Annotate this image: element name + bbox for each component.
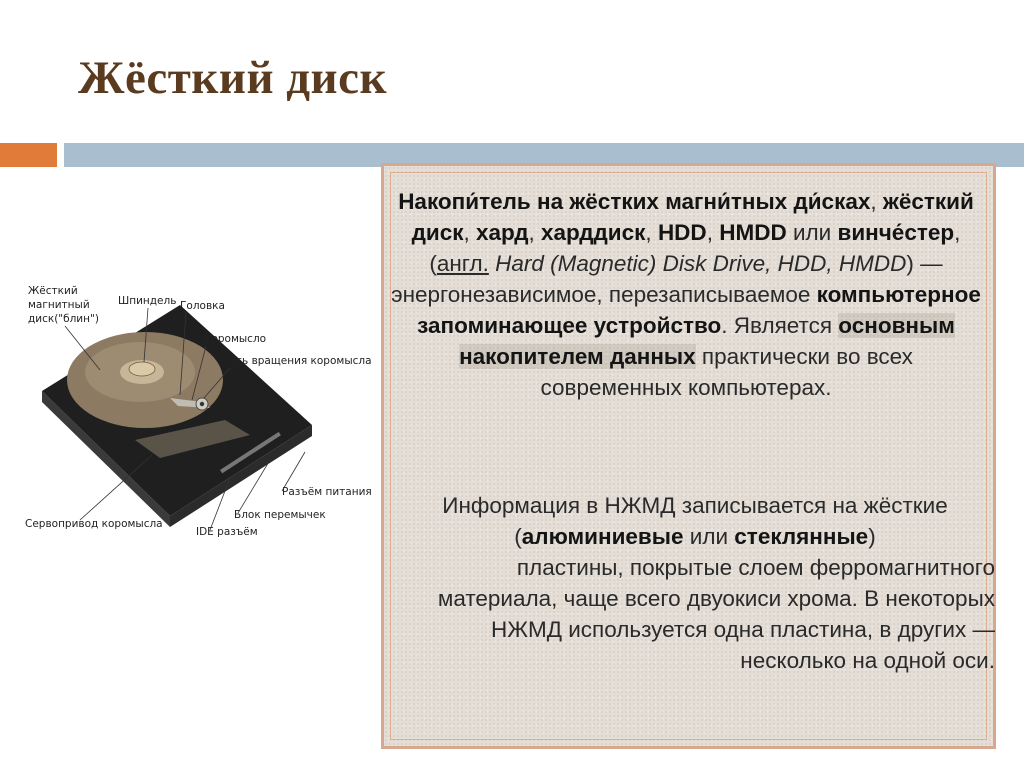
term-storage-device: запоминающее устройство (417, 313, 722, 338)
p1-or: или (786, 220, 838, 245)
term-hmdd: HMDD (719, 220, 787, 245)
hard-drive-illustration (20, 280, 385, 550)
term-aluminum: алюминиевые (521, 524, 684, 549)
p1-is-text: . Является (721, 313, 839, 338)
label-head: Головка (180, 300, 225, 312)
label-jumper-block: Блок перемычек (234, 509, 326, 521)
p1-sep-2: , (463, 220, 477, 245)
p2-or: или (683, 524, 735, 549)
p1-sep-4: , (645, 220, 658, 245)
label-power-connector: Разъём питания (282, 486, 372, 498)
p1-sep-3: , (528, 220, 542, 245)
label-platter-2: магнитный (28, 299, 90, 311)
term-harddisk: харддиск (541, 220, 646, 245)
label-spindle: Шпиндель (118, 295, 177, 307)
p2-body: пластины, покрытые слоем ферромагнитного материала, чаще всего двуокиси хрома. В некоторых НЖМД используется одна пластина, в других — несколько на одной оси. (437, 555, 995, 673)
term-main-storage: основным накопителем данных (459, 313, 955, 369)
p1-end-text: практически во всех современных компьютерах. (540, 344, 913, 400)
p2-intro: Информация в НЖМД записывается на жёсткие ( (442, 493, 948, 549)
p1-definition-text: ) — энергонезависимое, перезаписываемое (391, 251, 943, 307)
label-servo: Сервопривод коромысла (25, 518, 163, 530)
term-hdd-full: Накопи́тель на жёстких магни́тных ди́сках (398, 189, 871, 214)
term-hard-disk: жёсткий диск (411, 189, 974, 245)
storage-paragraph (395, 490, 995, 676)
label-ide-connector: IDE разъём (196, 526, 258, 538)
label-rocker-axis: Ось вращения коромысла (228, 355, 372, 367)
label-platter-3: диск("блин") (28, 313, 99, 325)
hard-drive-diagram (20, 280, 385, 550)
term-glass: стеклянные (734, 524, 869, 549)
label-platter-1: Жёсткий (28, 285, 78, 297)
p1-sep-5: , (706, 220, 720, 245)
label-rocker: Коромысло (204, 333, 267, 345)
english-term: Hard (Magnetic) Disk Drive, HDD, HMDD (495, 251, 907, 276)
term-computer: компьютерное (816, 282, 981, 307)
spindle-cap (129, 362, 155, 376)
term-hdd: HDD (657, 220, 707, 245)
definition-paragraph (390, 186, 982, 403)
p2-close-paren: ) (868, 524, 876, 549)
term-hard: хард (476, 220, 529, 245)
p1-sep-1: , (870, 189, 883, 214)
p2-first-line (395, 490, 995, 552)
slide-title: Жёсткий диск (78, 52, 388, 104)
p1-open-paren: , ( (429, 220, 961, 276)
actuator-pivot-center (200, 402, 204, 406)
term-winchester: винче́стер (837, 220, 955, 245)
title-accent-bar (0, 143, 57, 167)
english-abbr-link[interactable]: англ. (436, 251, 489, 276)
